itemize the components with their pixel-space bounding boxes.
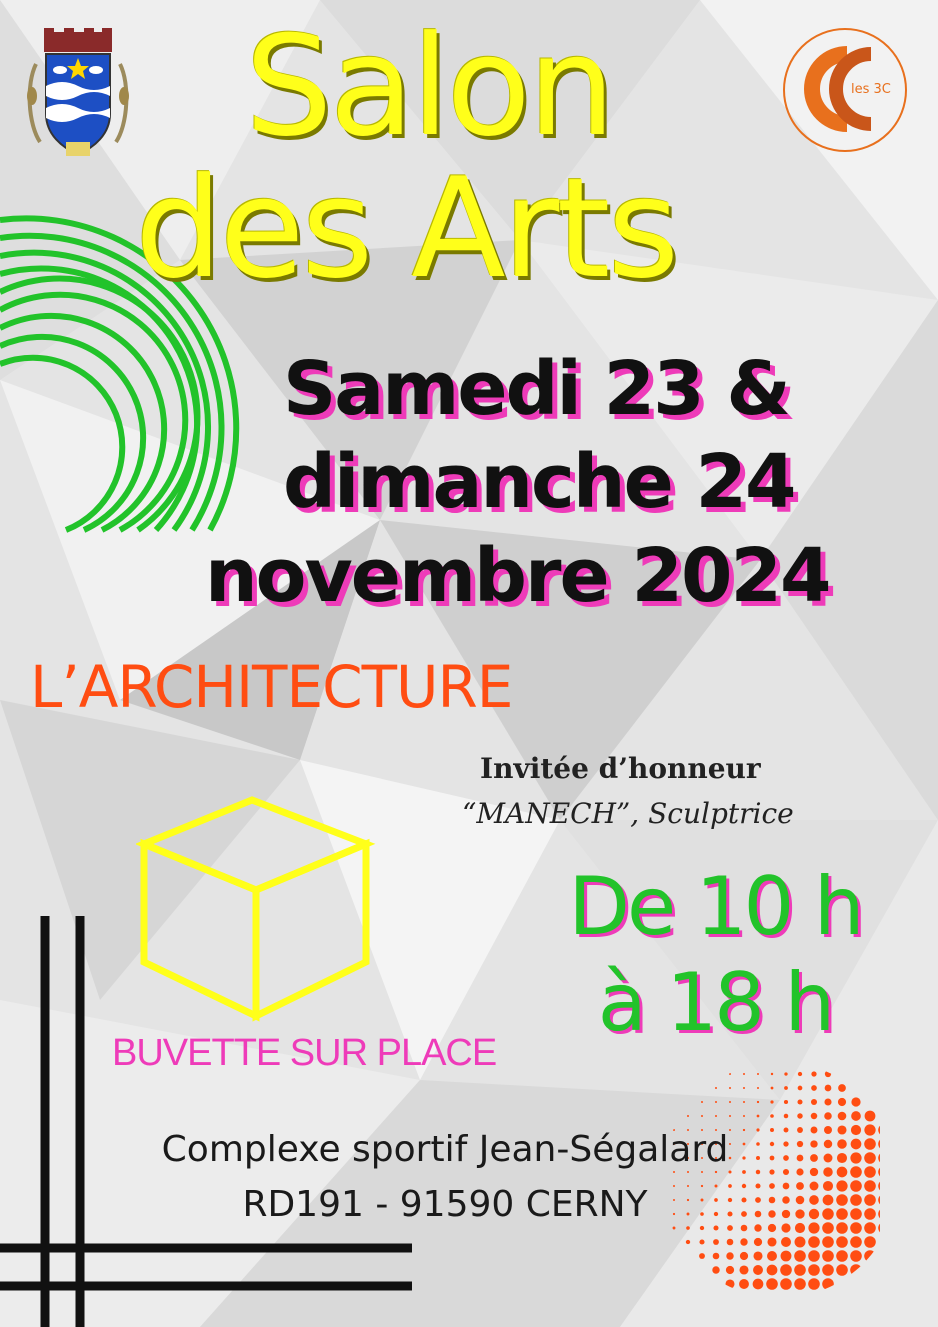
sphere-dot: [837, 1139, 847, 1149]
sphere-dot: [808, 1250, 820, 1262]
sphere-dot: [767, 1265, 778, 1276]
sphere-dot: [781, 1223, 790, 1232]
sphere-dot: [823, 1167, 833, 1177]
sphere-dot: [864, 1236, 876, 1248]
sphere-dot: [811, 1113, 818, 1120]
sphere-dot: [686, 1240, 690, 1244]
sphere-dot: [864, 1166, 876, 1178]
sphere-dot: [784, 1100, 788, 1104]
sphere-dot: [739, 1279, 749, 1289]
sphere-dot: [878, 1124, 880, 1136]
sphere-dot: [808, 1264, 820, 1276]
sphere-dot: [865, 1111, 876, 1122]
sphere-dot: [850, 1166, 862, 1178]
les-3c-logo-icon: [783, 28, 907, 152]
date-line-1: Samedi 23 &: [283, 346, 789, 432]
sphere-dot: [784, 1086, 788, 1090]
sphere-dot: [699, 1253, 705, 1259]
sphere-dot: [754, 1238, 762, 1246]
black-lines-decoration: [0, 910, 420, 1327]
sphere-dot: [878, 1194, 880, 1206]
sphere-dot: [780, 1264, 792, 1276]
sphere-dot: [851, 1125, 861, 1135]
sphere-dot: [784, 1114, 789, 1119]
sphere-dot: [864, 1250, 876, 1262]
sphere-dot: [850, 1152, 861, 1163]
sphere-dot: [712, 1266, 719, 1273]
sphere-dot: [851, 1139, 862, 1150]
sphere-dot: [864, 1180, 876, 1192]
sphere-dot: [824, 1098, 831, 1105]
sphere-dot: [836, 1194, 848, 1206]
sphere-dot: [783, 1183, 790, 1190]
sphere-dot: [838, 1112, 847, 1121]
sphere-dot: [836, 1222, 848, 1234]
sphere-dot: [783, 1141, 788, 1146]
sphere-dot: [713, 1253, 720, 1260]
sphere-dot: [767, 1251, 777, 1261]
sphere-dot: [851, 1111, 861, 1121]
sphere-dot: [795, 1237, 806, 1248]
sphere-dot: [770, 1156, 775, 1161]
sphere-dot: [837, 1167, 848, 1178]
sphere-dot: [811, 1071, 816, 1076]
sphere-dot: [797, 1155, 804, 1162]
sphere-dot: [824, 1140, 832, 1148]
sphere-dot: [753, 1265, 763, 1275]
sphere-dot: [753, 1279, 764, 1290]
sphere-dot: [822, 1278, 834, 1290]
sphere-dot: [864, 1138, 876, 1150]
sphere-dot: [808, 1236, 820, 1248]
sphere-dot: [878, 1152, 880, 1164]
sphere-dot: [824, 1112, 832, 1120]
sphere-dot: [811, 1085, 817, 1091]
sphere-dot: [783, 1155, 789, 1161]
logo-label: les 3C: [851, 82, 891, 97]
sphere-dot: [836, 1180, 847, 1191]
sphere-dot: [822, 1264, 834, 1276]
sphere-dot: [822, 1222, 834, 1234]
sphere-dot: [850, 1208, 862, 1220]
sphere-dot: [810, 1182, 819, 1191]
sphere-dot: [798, 1072, 802, 1076]
sphere-dot: [781, 1251, 792, 1262]
sphere-dot: [850, 1264, 862, 1276]
sphere-dot: [850, 1194, 862, 1206]
sphere-dot: [795, 1209, 804, 1218]
sphere-dot: [794, 1250, 806, 1262]
sphere-dot: [757, 1087, 759, 1089]
sphere-dot: [823, 1181, 833, 1191]
sphere-dot: [838, 1084, 846, 1092]
sphere-dot: [699, 1239, 704, 1244]
sphere-dot: [795, 1223, 805, 1233]
sphere-dot: [767, 1237, 776, 1246]
sphere-dot: [726, 1266, 734, 1274]
sphere-dot: [743, 1073, 745, 1075]
sphere-dot: [794, 1278, 806, 1290]
sphere-dot: [782, 1210, 790, 1218]
sphere-dot: [715, 1087, 717, 1089]
sphere-dot: [809, 1209, 819, 1219]
sphere-dot: [850, 1180, 862, 1192]
sphere-dot: [797, 1127, 803, 1133]
address-line-1: Complexe sportif Jean-Ségalard: [161, 1129, 729, 1170]
sphere-dot: [796, 1182, 804, 1190]
sphere-dot: [770, 1142, 774, 1146]
sphere-dot: [811, 1127, 818, 1134]
sphere-dot: [836, 1208, 848, 1220]
sphere-dot: [810, 1140, 817, 1147]
sphere-dot: [701, 1115, 703, 1117]
sphere-dot: [794, 1264, 806, 1276]
sphere-dot: [770, 1100, 773, 1103]
sphere-dot: [808, 1222, 819, 1233]
sphere-dot: [822, 1236, 834, 1248]
sphere-dot: [797, 1113, 802, 1118]
sphere-dot: [797, 1141, 803, 1147]
sphere-dot: [864, 1222, 876, 1234]
title-salon: Salon: [245, 6, 613, 167]
sphere-dot: [740, 1238, 747, 1245]
sphere-dot: [864, 1152, 876, 1164]
sphere-dot: [770, 1128, 774, 1132]
sphere-dot: [784, 1072, 787, 1075]
sphere-dot: [726, 1252, 733, 1259]
sphere-dot: [878, 1138, 880, 1150]
sphere-dot: [796, 1168, 803, 1175]
sphere-dot: [809, 1195, 819, 1205]
sphere-dot: [715, 1101, 717, 1103]
sphere-dot: [757, 1115, 760, 1118]
sphere-dot: [810, 1168, 818, 1176]
sphere-dot: [864, 1124, 875, 1135]
sphere-dot: [729, 1101, 731, 1103]
sphere-dot: [878, 1222, 880, 1234]
sphere-dot: [798, 1086, 803, 1091]
sphere-dot: [781, 1237, 791, 1247]
sphere-dot: [687, 1115, 689, 1117]
sphere-dot: [757, 1101, 759, 1103]
hours-line-1: De 10 h: [568, 860, 862, 953]
sphere-dot: [878, 1166, 880, 1178]
sphere-dot: [725, 1279, 734, 1288]
coat-of-arms-icon: [18, 24, 138, 164]
date-line-2: dimanche 24: [283, 439, 795, 525]
sphere-dot: [766, 1278, 778, 1290]
sphere-dot: [743, 1087, 745, 1089]
sphere-dot: [837, 1125, 846, 1134]
sphere-dot: [771, 1087, 774, 1090]
sphere-dot: [822, 1208, 834, 1220]
date-line-3: novembre 2024: [205, 533, 830, 619]
sphere-dot: [771, 1073, 773, 1075]
sphere-dot: [729, 1115, 731, 1117]
sphere-dot: [784, 1128, 789, 1133]
sphere-dot: [864, 1194, 876, 1206]
sphere-dot: [782, 1196, 790, 1204]
sphere-dot: [780, 1278, 792, 1290]
sphere-dot: [836, 1250, 848, 1262]
guest-heading: Invitée d’honneur: [480, 752, 761, 785]
sphere-dot: [837, 1153, 847, 1163]
sphere-dot: [810, 1154, 818, 1162]
sphere-dot: [825, 1085, 832, 1092]
guest-name: “MANECH”, Sculptrice: [462, 797, 794, 830]
sphere-dot: [838, 1098, 846, 1106]
sphere-dot: [836, 1236, 848, 1248]
sphere-dot: [864, 1208, 876, 1220]
sphere-dot: [850, 1236, 862, 1248]
sphere-dot: [836, 1264, 848, 1276]
sphere-dot: [729, 1087, 731, 1089]
sphere-dot: [739, 1265, 748, 1274]
sphere-dot: [757, 1073, 759, 1075]
sphere-dot: [783, 1169, 789, 1175]
sphere-dot: [824, 1154, 833, 1163]
sphere-dot: [796, 1196, 805, 1205]
sphere-dot: [769, 1169, 774, 1174]
sphere-dot: [715, 1115, 717, 1117]
sphere-dot: [822, 1250, 834, 1262]
sphere-dot: [740, 1252, 748, 1260]
sphere-dot: [729, 1073, 731, 1075]
buvette-label: BUVETTE SUR PLACE: [112, 1032, 497, 1074]
sphere-dot: [825, 1071, 831, 1077]
sphere-dot: [743, 1115, 745, 1117]
sphere-dot: [823, 1195, 834, 1206]
sphere-dot: [808, 1278, 820, 1290]
sphere-dot: [850, 1250, 862, 1262]
sphere-dot: [727, 1239, 734, 1246]
sphere-dot: [797, 1099, 802, 1104]
sphere-dot: [743, 1101, 745, 1103]
sphere-dot: [753, 1251, 762, 1260]
sphere-dot: [713, 1239, 719, 1245]
hours-line-2: à 18 h: [597, 956, 833, 1049]
sphere-dot: [850, 1222, 862, 1234]
sphere-dot: [878, 1180, 880, 1192]
sphere-dot: [878, 1208, 880, 1220]
sphere-dot: [770, 1114, 774, 1118]
sphere-dot: [811, 1099, 817, 1105]
sphere-dot: [701, 1101, 703, 1103]
sphere-dot: [824, 1126, 832, 1134]
address-line-2: RD191 - 91590 CERNY: [242, 1184, 648, 1225]
theme-title: L’ARCHITECTURE: [30, 653, 513, 721]
title-des-arts: des Arts: [135, 148, 677, 309]
sphere-dot: [851, 1097, 860, 1106]
